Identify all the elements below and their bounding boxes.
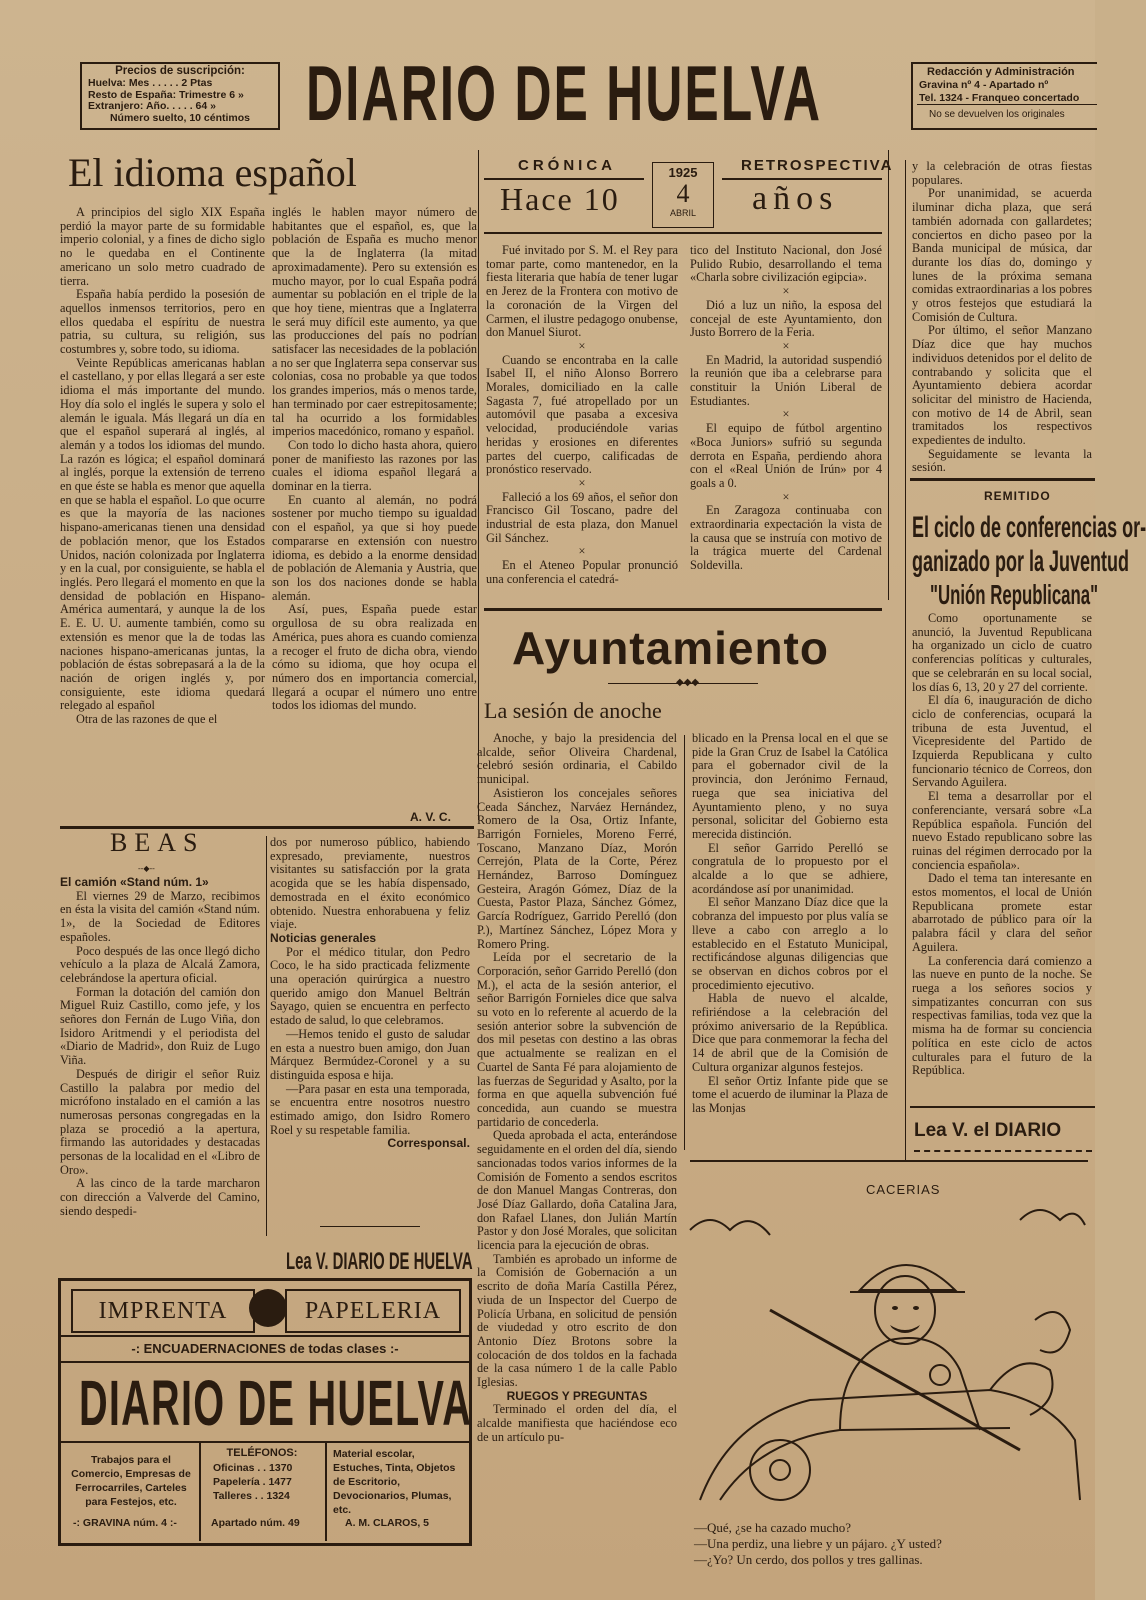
paragraph: Otra de las razones de que el xyxy=(76,712,218,727)
admin-title: Redacción y Administración xyxy=(927,66,1075,78)
paragraph: El señor Garrido Perelló se congratula de lo propuesto por el alcalde a lo que se adhiere, acordándose así por unanimidad. xyxy=(692,840,888,896)
beas-col1 xyxy=(60,876,260,1271)
paragraph: —Hemos tenido el gusto de saludar en esta a nuestro buen amigo, don Juan Márquez Bermúdez-Coronel y a su distinguida esposa e hija. xyxy=(270,1026,470,1082)
ad-apartado: Apartado núm. 49 xyxy=(211,1517,300,1529)
cronica-year: 1925 xyxy=(668,165,698,180)
ad-phone: Talleres . . 1324 xyxy=(213,1490,290,1502)
admin-line: Gravina nº 4 - Apartado nº xyxy=(919,79,1049,91)
paragraph: dos por numeroso público, habiendo expresado, previamente, nuestros visitantes su satisfacción por la grata acogida que se les había dispensado, demostrada en el éxito económico obtenido. Nuestra enhorabuena y feliz viaje. xyxy=(270,835,470,932)
cronica-col1 xyxy=(486,244,678,592)
cartoon-illustration xyxy=(690,1200,1085,1518)
cartoon-line: —Una perdiz, una liebre y un pájaro. ¿Y usted? xyxy=(694,1536,942,1551)
separator: × xyxy=(782,407,790,422)
paragraph: Asistieron los concejales señores Ceada Sánchez, Narváez Hernández, Romero de la Osa, Ortiz Infante, Barrigón Fornieles, Moreno Ferré, Toscano, Manzano Díaz, Morón Cerrejón, Plata de la Corte, Pérez Hernández, Barroso Domínguez Gesteira, Aragón Gómez, Díaz de la Cuesta, Pastor Plaza, Sánchez Gómez, García Rodríguez, Garrido Perelló (don P.), Martínez Sánchez, López Mora y Romero Pring. xyxy=(477,785,677,951)
papeleria-label: PAPELERIA xyxy=(304,1298,442,1324)
beas-promo: Lea V. DIARIO DE HUELVA xyxy=(286,1248,473,1275)
bullet-icon xyxy=(249,1289,287,1327)
separator: × xyxy=(782,338,790,353)
cartoon-line: —¿Yo? Un cerdo, dos pollos y tres gallinas. xyxy=(694,1552,923,1567)
paragraph: El viernes 29 de Marzo, recibimos en ésta la visita del camión «Stand núm. 1», de la Sociedad de Editores españoles. xyxy=(60,888,260,944)
paragraph: —Para pasar en esta una temporada, se encuentra entre nosotros nuestro estimado amigo, don Isidro Romero Roel y su respetable familia. xyxy=(270,1081,470,1137)
paragraph: blicado en la Prensa local en el que se pide la Gran Cruz de Isabel la Católica para el gobernador civil de la provincia, don Jerónimo Fernaud, ruega que sea iniciativa del Ayuntamiento pleno, y no suya personal, solicitar del Gobierno esta merecida distinción. xyxy=(692,731,888,841)
masthead-title: DIARIO DE HUELVA xyxy=(306,49,822,137)
paragraph: Dado el tema tan interesante en estos momentos, el local de Unión Republicana promete estar abarrotado de público para oír la palabra fácil y clara del señor Aguilera. xyxy=(912,871,1092,954)
subscription-title: Precios de suscripción: xyxy=(115,65,245,77)
paragraph: Por el médico titular, don Pedro Coco, le ha sido practicada felizmente una operación quirúrgica a nuestro querido amigo don Manuel Beltrán Sayago, quien se encuentra en perfecto estado de salud, lo que celebramos. xyxy=(270,944,470,1028)
paragraph: Poco después de las once llegó dicho vehículo a la plaza de Alcalá Zamora, celebrándose la apertura oficial. xyxy=(60,943,260,985)
cronica-month: ABRIL xyxy=(669,208,696,218)
beas-subheading: Noticias generales xyxy=(270,930,377,945)
paragraph: A principios del siglo XIX España perdió la mayor parte de su formidable imperio colonial, y a fines de dicho siglo no le quedaba en el Continente americano un solo metro cuadrado de tierra. xyxy=(60,205,265,288)
ad-services: Trabajos para el Comercio, Empresas de Ferrocarriles, Carteles para Festejos, etc. xyxy=(71,1454,191,1508)
remitido-headline: "Unión Republicana" xyxy=(930,579,1099,610)
paragraph: El equipo de fútbol argentino «Boca Juniors» sufrió su segunda derrota en España, perdiendo ahora con el «Real Unión de Irún» por 4 goals a 0. xyxy=(690,421,882,490)
paragraph: Terminado el orden del día, el alcalde manifiesta que haciéndose eco de un artículo pu- xyxy=(477,1402,677,1444)
ad-material: Material escolar, Estuches, Tinta, Objetos de Escritorio, Devocionarios, Plumas, etc. xyxy=(333,1448,456,1516)
ornament xyxy=(320,1226,420,1227)
paragraph: Así, pues, España puede estar orgullosa de su obra realizada en América, pues ahora es cuando comienza a recoger el fruto de dicha obra, viendo cómo su idioma, que hoy ocupa el número dos en importancia comercial, llegará a ocupar el número uno entre todos los idiomas del mundo. xyxy=(272,602,477,713)
subscription-box xyxy=(80,62,280,130)
ayuntamiento-col2 xyxy=(692,732,888,1152)
retrospectiva-anos: años xyxy=(752,180,839,217)
remitido-headline: El ciclo de conferencias or- xyxy=(912,511,1146,544)
paragraph: El día 6, inauguración de dicho ciclo de conferencias, ocupará la tribuna de esta Juventud, el Vicepresidente del Partido de Izquierda Republicana y culto funcionario técnico de Correos, don Servando Aguilera. xyxy=(912,693,1092,790)
lea-diario-promo: Lea V. el DIARIO xyxy=(914,1120,1062,1141)
paragraph: Cuando se encontraba en la calle Isabel II, el niño Alonso Borrero Morales, domiciliado en la calle Sagasta 7, fué atropellado por un automóvil que pasaba a excesiva velocidad, produciéndole varias heridas y erosiones en diferentes partes del cuerpo, calificadas de pronóstico reservado. xyxy=(486,352,678,477)
paragraph: Queda aprobada el acta, enterándose seguidamente en el orden del día, siendo sancionadas todos varios informes de la Comisión de Fomento a sendos escritos de don Manuel Mangas Contreras, don José Díaz Gallardo, doña Catalina Jara, don Rafael Llanes, don Julián Martín Pastor y don José Morales, que solicitan licencia para la ejecución de obras. xyxy=(477,1128,677,1253)
ad-phone: Oficinas . . 1370 xyxy=(213,1462,293,1474)
paragraph: y la celebración de otras fiestas populares. xyxy=(912,159,1092,187)
paragraph: Veinte Repúblicas americanas hablan el castellano, y por ellas llegará a ser este idioma el más importante del mundo. Hoy día solo el inglés le supera y solo el alemán le iguala. Más llegará un día en que el español superará al inglés, al alemán y a todos los idiomas del mundo. La razón es lógica; el español dominará al inglés, porque la extensión de terreno en que éste se habla es menor que aquella en que se habla el español. Lo que ocurre es que la mayoría de las naciones hispano-americanas tienen una densidad de población menor, que los Estados Unidos, nación colonizada por Inglaterra y en la cual, por consiguiente, se habla el inglés. Pero llegará el momento en que la densidad de población en Hispano-América aumentará, y aunque la de los E. E. U. U. aumente también, como su extensión es menor que la de todas las naciones hispano-americanas juntas, la población de éstas sobrepasará a la de la nación de origen inglés y, por consiguiente, este idioma quedará relegado al español xyxy=(60,355,265,713)
ayuntamiento-subtitle: La sesión de anoche xyxy=(484,698,662,723)
subscription-line: Extranjero: Año. . . . . 64 » xyxy=(88,100,216,112)
paragraph: Falleció a los 69 años, el señor don Francisco Gil Toscano, padre del industrial de esta plaza, don Manuel Gil Sánchez. xyxy=(486,489,678,545)
paragraph: Anoche, y bajo la presidencia del alcalde, señor Oliveira Chardenal, celebró sesión ordinaria, el Cabildo municipal. xyxy=(477,731,677,787)
separator: × xyxy=(578,338,586,353)
imprenta-label-box xyxy=(71,1289,255,1333)
retrospectiva-label: RETROSPECTIVA xyxy=(741,157,894,174)
paragraph: A las cinco de la tarde marcharon con dirección a Valverde del Camino, siendo despedi- xyxy=(60,1176,260,1218)
cronica-col2 xyxy=(690,244,882,592)
paragraph: El señor Ortiz Infante pide que se tome el acuerdo de iluminar la Plaza de las Monjas xyxy=(692,1073,888,1115)
admin-box xyxy=(911,62,1097,130)
beas-signature: Corresponsal. xyxy=(387,1136,470,1151)
paragraph: En cuanto al alemán, no podrá sostener por mucho tiempo su igualdad con el español, ya que si hoy puede compararse en extensión con nuestro idioma, es debido a la enorme densidad de población de Alemania y Austria, que son los dos naciones donde se habla alemán. xyxy=(272,492,477,603)
separator: × xyxy=(578,475,586,490)
paragraph: Habla de nuevo el alcalde, refiriéndose a la celebración del próximo aniversario de la República. Dice que para conmemorar la fecha del 14 de abril que de la Comisión de Cultura organizar algunos festejos. xyxy=(692,991,888,1074)
ruegos-heading: RUEGOS Y PREGUNTAS xyxy=(506,1388,648,1403)
separator: × xyxy=(578,544,586,559)
ayuntamiento-continuation xyxy=(912,159,1092,475)
paragraph: Por último, el señor Manzano Díaz dice que hay muchos individuos detenidos por el delito de contrabando y solicita que el Ayuntamiento debiera acordar solicitar del ministro de Hacienda, con motivo de 14 de Abril, sean tramitados los respectivos expedientes de indulto. xyxy=(912,323,1092,448)
papeleria-label-box xyxy=(285,1289,461,1333)
ornament: --◆-- xyxy=(138,864,155,873)
cronica-date-box xyxy=(652,162,714,228)
single-copy-price: Número suelto, 10 céntimos xyxy=(109,111,251,124)
ornament: ◆◆◆ xyxy=(608,681,758,687)
paragraph: En Zaragoza continuaba con extraordinaria expectación la vista de la causa que se instruía con motivo de la trágica muerte del Cardenal Soldevilla. xyxy=(690,503,882,573)
paragraph: Forman la dotación del camión don Miguel Ruiz Castillo, como jefe, y los señores don Fernán de Lugo Viña, don Isidoro Aritmendi y el periodista del «Diario de Madrid», don Ruiz de Lugo Viña. xyxy=(60,984,260,1068)
paragraph: También es aprobado un informe de la Comisión de Gobernación a un escrito de doña María Castilla Pérez, viuda de un Inspector del Cuerpo de Policía Urbana, en solicitud de pensión de viudedad y otro escrito de don Antonio Díez Brotons sobre la colocación de dos toldos en la fachada de la casa número 1 de la calle Pablo Iglesias. xyxy=(477,1251,677,1390)
beas-col2 xyxy=(270,836,470,1221)
article-idioma-signature: A. V. C. xyxy=(410,810,451,824)
ad-address-2: A. M. CLAROS, 5 xyxy=(345,1517,430,1529)
article-idioma-title: El idioma español xyxy=(68,150,357,195)
paragraph: España había perdido la posesión de aquellos inmensos territorios, pero en ellos quedaba el espíritu de nuestra patria, su cultura, su religión, sus costumbres y, sobre todo, su idioma. xyxy=(60,287,265,357)
admin-note: No se devuelven los originales xyxy=(929,109,1065,120)
cronica-hace: Hace 10 xyxy=(500,181,620,217)
paragraph: Como oportunamente se anunció, la Juventud Republicana ha organizado un ciclo de cuatro conferencias políticas y culturales, que se celebrarán en su local social, los días 6, 13, 20 y 27 del corriente. xyxy=(912,611,1092,694)
ad-address: -: GRAVINA núm. 4 :- xyxy=(73,1517,177,1529)
paragraph: En el Ateneo Popular pronunció una conferencia el catedrá- xyxy=(486,558,678,586)
paragraph: El tema a desarrollar por el conferenciante, versará sobre «La República española. Función del nuevo Estado republicano sobre las ruinas del régimen derrocado por la conciencia española». xyxy=(912,789,1092,872)
paragraph: Fué invitado por S. M. el Rey para tomar parte, como mantenedor, en la fiesta literaria que había de tener lugar en Jerez de la Frontera con motivo de la coronación de la Virgen del Carmen, el ilustre pedagogo onubense, don Manuel Siurot. xyxy=(486,243,678,340)
article-idioma-col2 xyxy=(272,206,477,811)
encuadernaciones: -: ENCUADERNACIONES de todas clases :- xyxy=(131,1341,399,1356)
imprenta-label: IMPRENTA xyxy=(98,1298,228,1324)
paragraph: Después de dirigir el señor Ruiz Castillo la palabra por medio del micrófono instalado en el camión a las numerosas personas congregadas en la plaza se procedió a la apertura, firmando las autoridades y destacadas personas de la localidad en el «Libro de Oro». xyxy=(60,1066,260,1177)
paragraph: Seguidamente se levanta la sesión. xyxy=(912,446,1092,475)
paragraph: Leída por el secretario de la Corporación, señor Garrido Perelló (don M.), el acta de la sesión anterior, el señor Barrigón Fornieles dice que salva su voto en lo referente al acuerdo de la sesión anterior sobre la subvención de dos mil pesetas con destino a las obras que actualmente se realizan en el Cuartel de Santa Fé para alojamiento de las fuerzas de Seguridad y Asalto, por la forma en que aquella subvención fué concedida, aun cuando se muestra partidario de concederla. xyxy=(477,950,677,1129)
ayuntamiento-title: Ayuntamiento xyxy=(512,622,829,674)
paragraph: La conferencia dará comienzo a las nueve en punto de la noche. Se ruega a los señores socios y simpatizantes concurran con sus respectivas familias, toda vez que la misma ha de formar su conciencia política en este ciclo de actos culturales para el futuro de la República. xyxy=(912,953,1092,1078)
paragraph: El señor Manzano Díaz dice que la cobranza del impuesto por plus valía se lleve a cabo con arreglo a lo establecido en el Estatuto Municipal, rectificándose algunas diligencias que se observan en dichos cobros por el procedimiento ejecutivo. xyxy=(692,895,888,992)
beas-title: BEAS xyxy=(110,828,205,857)
remitido-body xyxy=(912,612,1092,1100)
ayuntamiento-col1 xyxy=(477,732,677,1552)
cartoon-title: CACERIAS xyxy=(866,1182,941,1197)
paragraph: inglés le hablen mayor número de habitantes que el español, es, que la población de España es mucho menor que la de Inglaterra (la mitad aproximadamente). Pero su extensión es mucho mayor, por lo cual España podrá aumentar su población en el triple de la que hoy tiene, mientras que a Inglaterra le será muy difícil este aumento, ya que las producciones del país no podrían satisfacer las necesidades de la población a no ser que Inglaterra sepa conservar sus colonias, cosa no probable ya que todos los grandes imperios, más o menos tarde, han terminado por caer estrepitosamente; tal ha ocurrido a los formidables imperios macedónico, romano y español. xyxy=(272,205,477,439)
ad-title: DIARIO DE HUELVA xyxy=(79,1367,473,1439)
paragraph: tico del Instituto Nacional, don José Pulido Rubio, desarrollando el tema «Charla sobre civilización egipcia». xyxy=(690,243,882,285)
ad-phones-title: TELÉFONOS: xyxy=(226,1447,298,1459)
subscription-line: Resto de España: Trimestre 6 » xyxy=(88,88,244,101)
paragraph: Con todo lo dicho hasta ahora, quiero poner de manifiesto las razones por las cuales el idioma español llegará a dominar en la tierra. xyxy=(272,437,477,494)
separator: × xyxy=(782,284,790,299)
cartoon-line: —Qué, ¿se ha cazado mucho? xyxy=(694,1520,852,1535)
article-idioma-col1 xyxy=(60,206,265,818)
remitido-headline: ganizado por la Juventud xyxy=(912,545,1130,578)
subscription-line: Huelva: Mes . . . . . 2 Ptas xyxy=(88,77,213,89)
ad-phone: Papelería . 1477 xyxy=(213,1476,292,1488)
paragraph: Por unanimidad, se acuerda iluminar dicha plaza, que será también adornada con gallardetes; conciertos en dicho paseo por la Banda municipal de música, dar durante los días do, domingo y lunes de la próxima semana comidas extraordinarias a los pobres y otros festejos que estudiará la Comisión de Cultura. xyxy=(912,186,1092,324)
cronica-day: 4 xyxy=(676,179,690,208)
imprenta-ad xyxy=(58,1278,472,1546)
admin-line: Tel. 1324 - Franqueo concertado xyxy=(919,91,1080,104)
cartoon-dialogue xyxy=(694,1520,942,1568)
separator: × xyxy=(782,489,790,504)
remitido-label: REMITIDO xyxy=(984,489,1051,503)
beas-subheading: El camión «Stand núm. 1» xyxy=(60,875,209,889)
cronica-label: CRÓNICA xyxy=(518,157,616,174)
paragraph: Dió a luz un niño, la esposa del concejal de este Ayuntamiento, don Justo Borrero de la Feria. xyxy=(690,297,882,340)
paragraph: En Madrid, la autoridad suspendió la reunión que iba a celebrarse para constituir la Unión Liberal de Estudiantes. xyxy=(690,352,882,408)
